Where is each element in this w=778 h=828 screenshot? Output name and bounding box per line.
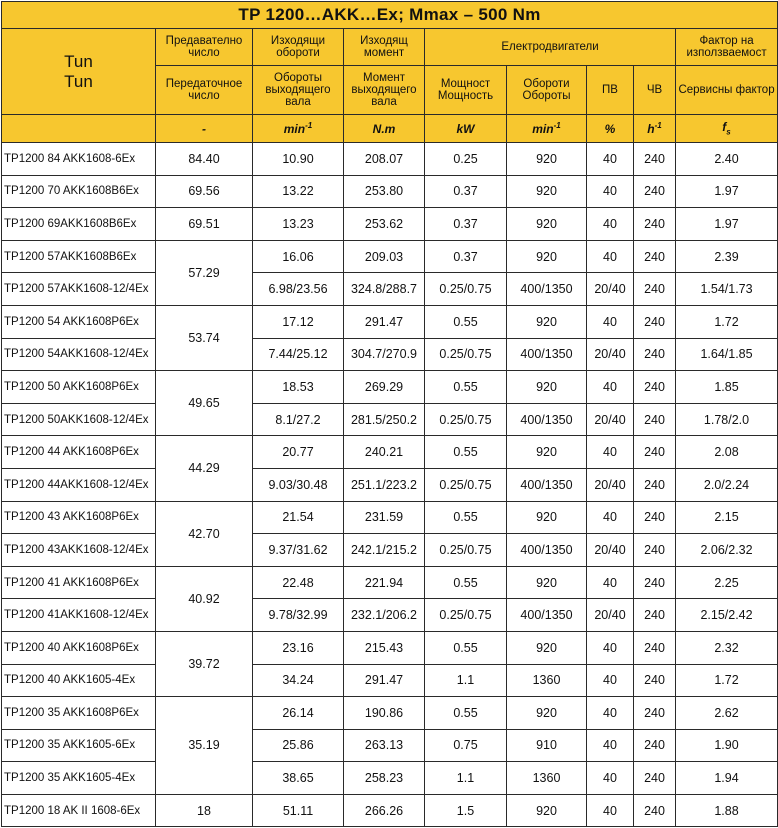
cell-pv: 40 (587, 631, 634, 664)
cell-power: 0.25/0.75 (425, 468, 507, 501)
cell-ratio: 49.65 (156, 371, 253, 436)
cell-pv: 20/40 (587, 403, 634, 436)
cell-speed: 20.77 (253, 436, 344, 469)
header-motors: Електродвигатели (425, 29, 676, 66)
cell-service-factor: 1.94 (676, 762, 778, 795)
cell-speed: 23.16 (253, 631, 344, 664)
cell-torque: 291.47 (344, 664, 425, 697)
header-speed-bottom: Обороты выходящего вала (253, 66, 344, 115)
cell-type: TP1200 84 AKK1608-6Ex (2, 143, 156, 176)
cell-pv: 40 (587, 240, 634, 273)
cell-torque: 291.47 (344, 305, 425, 338)
cell-rpm: 920 (507, 566, 587, 599)
cell-torque: 209.03 (344, 240, 425, 273)
cell-pv: 20/40 (587, 338, 634, 371)
spec-table (1, 1, 778, 827)
cell-chv: 240 (634, 631, 676, 664)
cell-speed: 13.22 (253, 175, 344, 208)
table-title: TP 1200…AKK…Ex; Mmax – 500 Nm (2, 2, 778, 29)
cell-service-factor: 2.62 (676, 697, 778, 730)
table-row (2, 403, 778, 436)
table-row (2, 468, 778, 501)
table-row (2, 794, 778, 827)
cell-speed: 26.14 (253, 697, 344, 730)
unit-type-blank (2, 115, 156, 143)
table-row (2, 436, 778, 469)
cell-ratio: 53.74 (156, 305, 253, 370)
cell-ratio: 42.70 (156, 501, 253, 566)
cell-type: TP1200 57AKK1608-12/4Ex (2, 273, 156, 306)
cell-service-factor: 1.64/1.85 (676, 338, 778, 371)
cell-rpm: 1360 (507, 762, 587, 795)
cell-chv: 240 (634, 697, 676, 730)
cell-service-factor: 1.72 (676, 305, 778, 338)
cell-pv: 40 (587, 729, 634, 762)
cell-power: 0.55 (425, 436, 507, 469)
cell-power: 0.37 (425, 208, 507, 241)
cell-torque: 263.13 (344, 729, 425, 762)
cell-speed: 18.53 (253, 371, 344, 404)
table-row (2, 631, 778, 664)
table-row (2, 599, 778, 632)
cell-rpm: 920 (507, 631, 587, 664)
cell-ratio: 69.51 (156, 208, 253, 241)
cell-type: TP1200 57AKK1608B6Ex (2, 240, 156, 273)
cell-type: TP1200 54 AKK1608P6Ex (2, 305, 156, 338)
header-type-line2: Tun (64, 71, 93, 91)
cell-torque: 304.7/270.9 (344, 338, 425, 371)
cell-ratio: 84.40 (156, 143, 253, 176)
cell-service-factor: 2.40 (676, 143, 778, 176)
header-ratio-top: Предавателно число (156, 29, 253, 66)
cell-power: 0.55 (425, 305, 507, 338)
cell-pv: 20/40 (587, 468, 634, 501)
unit-factor (676, 115, 778, 143)
cell-chv: 240 (634, 599, 676, 632)
header-speed-top: Изходящи обороти (253, 29, 344, 66)
cell-pv: 40 (587, 762, 634, 795)
cell-chv: 240 (634, 436, 676, 469)
cell-type: TP1200 35 AKK1605-6Ex (2, 729, 156, 762)
header-torque-top: Изходящ момент (344, 29, 425, 66)
cell-rpm: 400/1350 (507, 534, 587, 567)
cell-rpm: 1360 (507, 664, 587, 697)
cell-ratio: 44.29 (156, 436, 253, 501)
cell-torque: 266.26 (344, 794, 425, 827)
cell-chv: 240 (634, 175, 676, 208)
cell-type: TP1200 43 AKK1608P6Ex (2, 501, 156, 534)
cell-chv: 240 (634, 143, 676, 176)
cell-torque: 324.8/288.7 (344, 273, 425, 306)
cell-power: 0.25 (425, 143, 507, 176)
cell-pv: 40 (587, 175, 634, 208)
cell-chv: 240 (634, 208, 676, 241)
header-chv: ЧВ (634, 66, 676, 115)
header-type-line1: Tun (64, 51, 93, 71)
cell-power: 0.55 (425, 631, 507, 664)
header-factor-top: Фактор на използваемост (676, 29, 778, 66)
cell-rpm: 920 (507, 697, 587, 730)
cell-chv: 240 (634, 338, 676, 371)
cell-type: TP1200 69AKK1608B6Ex (2, 208, 156, 241)
cell-service-factor: 2.06/2.32 (676, 534, 778, 567)
cell-service-factor: 2.32 (676, 631, 778, 664)
unit-speed (253, 115, 344, 143)
cell-rpm: 920 (507, 175, 587, 208)
table-row (2, 338, 778, 371)
cell-type: TP1200 40 AKK1608P6Ex (2, 631, 156, 664)
cell-power: 1.1 (425, 762, 507, 795)
unit-chv-base: h (647, 122, 655, 136)
cell-service-factor: 2.39 (676, 240, 778, 273)
cell-speed: 16.06 (253, 240, 344, 273)
cell-type: TP1200 18 AK II 1608-6Ex (2, 794, 156, 827)
cell-pv: 40 (587, 371, 634, 404)
header-type (2, 29, 156, 115)
cell-service-factor: 2.0/2.24 (676, 468, 778, 501)
cell-type: TP1200 41AKK1608-12/4Ex (2, 599, 156, 632)
cell-service-factor: 2.25 (676, 566, 778, 599)
table-row (2, 697, 778, 730)
table-row (2, 762, 778, 795)
cell-type: TP1200 43AKK1608-12/4Ex (2, 534, 156, 567)
cell-pv: 40 (587, 436, 634, 469)
cell-speed: 9.37/31.62 (253, 534, 344, 567)
cell-type: TP1200 54AKK1608-12/4Ex (2, 338, 156, 371)
unit-ratio: - (156, 115, 253, 143)
unit-chv-exp: -1 (654, 121, 662, 130)
table-row (2, 501, 778, 534)
cell-chv: 240 (634, 273, 676, 306)
header-pv: ПВ (587, 66, 634, 115)
cell-ratio: 18 (156, 794, 253, 827)
table-row (2, 664, 778, 697)
table-body (2, 143, 778, 827)
cell-type: TP1200 44 AKK1608P6Ex (2, 436, 156, 469)
cell-torque: 215.43 (344, 631, 425, 664)
unit-torque: N.m (344, 115, 425, 143)
cell-type: TP1200 35 AKK1605-4Ex (2, 762, 156, 795)
cell-pv: 40 (587, 208, 634, 241)
cell-rpm: 920 (507, 305, 587, 338)
cell-type: TP1200 40 AKK1605-4Ex (2, 664, 156, 697)
cell-power: 0.25/0.75 (425, 273, 507, 306)
cell-speed: 22.48 (253, 566, 344, 599)
cell-chv: 240 (634, 468, 676, 501)
table-row (2, 273, 778, 306)
cell-chv: 240 (634, 240, 676, 273)
cell-pv: 20/40 (587, 534, 634, 567)
cell-service-factor: 2.15 (676, 501, 778, 534)
cell-torque: 258.23 (344, 762, 425, 795)
cell-ratio: 35.19 (156, 697, 253, 795)
cell-rpm: 400/1350 (507, 273, 587, 306)
unit-factor-base: f (722, 120, 727, 135)
header-power: Мощност Мощность (425, 66, 507, 115)
cell-service-factor: 1.88 (676, 794, 778, 827)
cell-pv: 40 (587, 664, 634, 697)
cell-power: 1.1 (425, 664, 507, 697)
cell-torque: 240.21 (344, 436, 425, 469)
cell-rpm: 920 (507, 240, 587, 273)
cell-speed: 6.98/23.56 (253, 273, 344, 306)
cell-torque: 221.94 (344, 566, 425, 599)
cell-chv: 240 (634, 794, 676, 827)
cell-power: 0.55 (425, 501, 507, 534)
cell-rpm: 920 (507, 208, 587, 241)
cell-service-factor: 1.97 (676, 175, 778, 208)
table-row (2, 729, 778, 762)
cell-torque: 253.80 (344, 175, 425, 208)
cell-speed: 10.90 (253, 143, 344, 176)
cell-service-factor: 2.08 (676, 436, 778, 469)
cell-speed: 34.24 (253, 664, 344, 697)
cell-pv: 20/40 (587, 273, 634, 306)
unit-factor-sub: s (726, 127, 731, 137)
cell-speed: 9.78/32.99 (253, 599, 344, 632)
cell-chv: 240 (634, 534, 676, 567)
cell-rpm: 920 (507, 371, 587, 404)
cell-power: 0.37 (425, 175, 507, 208)
cell-service-factor: 1.97 (676, 208, 778, 241)
cell-speed: 25.86 (253, 729, 344, 762)
cell-chv: 240 (634, 566, 676, 599)
table-row (2, 534, 778, 567)
cell-rpm: 400/1350 (507, 403, 587, 436)
cell-speed: 9.03/30.48 (253, 468, 344, 501)
cell-ratio: 39.72 (156, 631, 253, 696)
cell-type: TP1200 70 AKK1608B6Ex (2, 175, 156, 208)
table-row (2, 371, 778, 404)
cell-power: 1.5 (425, 794, 507, 827)
cell-pv: 40 (587, 305, 634, 338)
cell-speed: 51.11 (253, 794, 344, 827)
cell-speed: 38.65 (253, 762, 344, 795)
unit-power: kW (425, 115, 507, 143)
cell-pv: 40 (587, 697, 634, 730)
cell-chv: 240 (634, 403, 676, 436)
cell-service-factor: 1.72 (676, 664, 778, 697)
cell-ratio: 40.92 (156, 566, 253, 631)
cell-type: TP1200 44AKK1608-12/4Ex (2, 468, 156, 501)
header-factor-bottom: Сервисны фактор (676, 66, 778, 115)
cell-rpm: 920 (507, 143, 587, 176)
cell-chv: 240 (634, 501, 676, 534)
cell-chv: 240 (634, 762, 676, 795)
cell-torque: 242.1/215.2 (344, 534, 425, 567)
unit-chv (634, 115, 676, 143)
header-ratio-bottom: Передаточное число (156, 66, 253, 115)
cell-service-factor: 1.85 (676, 371, 778, 404)
cell-chv: 240 (634, 664, 676, 697)
cell-chv: 240 (634, 305, 676, 338)
cell-type: TP1200 50 AKK1608P6Ex (2, 371, 156, 404)
cell-torque: 208.07 (344, 143, 425, 176)
cell-type: TP1200 41 AKK1608P6Ex (2, 566, 156, 599)
cell-torque: 251.1/223.2 (344, 468, 425, 501)
cell-speed: 21.54 (253, 501, 344, 534)
unit-rpm (507, 115, 587, 143)
cell-torque: 281.5/250.2 (344, 403, 425, 436)
cell-power: 0.25/0.75 (425, 403, 507, 436)
cell-chv: 240 (634, 371, 676, 404)
cell-service-factor: 1.54/1.73 (676, 273, 778, 306)
cell-power: 0.25/0.75 (425, 338, 507, 371)
table-row (2, 175, 778, 208)
cell-rpm: 400/1350 (507, 599, 587, 632)
cell-power: 0.55 (425, 371, 507, 404)
unit-speed-base: min (283, 122, 306, 136)
cell-chv: 240 (634, 729, 676, 762)
unit-pv: % (587, 115, 634, 143)
cell-service-factor: 1.90 (676, 729, 778, 762)
cell-power: 0.55 (425, 566, 507, 599)
cell-power: 0.25/0.75 (425, 599, 507, 632)
table-row (2, 305, 778, 338)
table-row (2, 208, 778, 241)
cell-speed: 7.44/25.12 (253, 338, 344, 371)
cell-power: 0.37 (425, 240, 507, 273)
cell-power: 0.55 (425, 697, 507, 730)
cell-service-factor: 2.15/2.42 (676, 599, 778, 632)
cell-ratio: 57.29 (156, 240, 253, 305)
cell-pv: 20/40 (587, 599, 634, 632)
cell-rpm: 400/1350 (507, 338, 587, 371)
cell-rpm: 400/1350 (507, 468, 587, 501)
cell-speed: 17.12 (253, 305, 344, 338)
cell-speed: 13.23 (253, 208, 344, 241)
header-torque-bottom: Момент выходящего вала (344, 66, 425, 115)
table-row (2, 240, 778, 273)
cell-service-factor: 1.78/2.0 (676, 403, 778, 436)
table-row (2, 143, 778, 176)
cell-pv: 40 (587, 794, 634, 827)
unit-rpm-base: min (532, 122, 554, 136)
header-rpm: Обороти Обороты (507, 66, 587, 115)
cell-type: TP1200 50AKK1608-12/4Ex (2, 403, 156, 436)
unit-speed-exp: -1 (305, 121, 313, 130)
cell-pv: 40 (587, 566, 634, 599)
cell-type: TP1200 35 AKK1608P6Ex (2, 697, 156, 730)
cell-power: 0.75 (425, 729, 507, 762)
cell-ratio: 69.56 (156, 175, 253, 208)
table-row (2, 566, 778, 599)
cell-torque: 269.29 (344, 371, 425, 404)
cell-rpm: 920 (507, 501, 587, 534)
cell-power: 0.25/0.75 (425, 534, 507, 567)
cell-rpm: 910 (507, 729, 587, 762)
cell-torque: 231.59 (344, 501, 425, 534)
cell-torque: 232.1/206.2 (344, 599, 425, 632)
cell-torque: 253.62 (344, 208, 425, 241)
cell-pv: 40 (587, 143, 634, 176)
cell-speed: 8.1/27.2 (253, 403, 344, 436)
unit-rpm-exp: -1 (553, 121, 561, 130)
cell-rpm: 920 (507, 436, 587, 469)
cell-rpm: 920 (507, 794, 587, 827)
cell-torque: 190.86 (344, 697, 425, 730)
cell-pv: 40 (587, 501, 634, 534)
